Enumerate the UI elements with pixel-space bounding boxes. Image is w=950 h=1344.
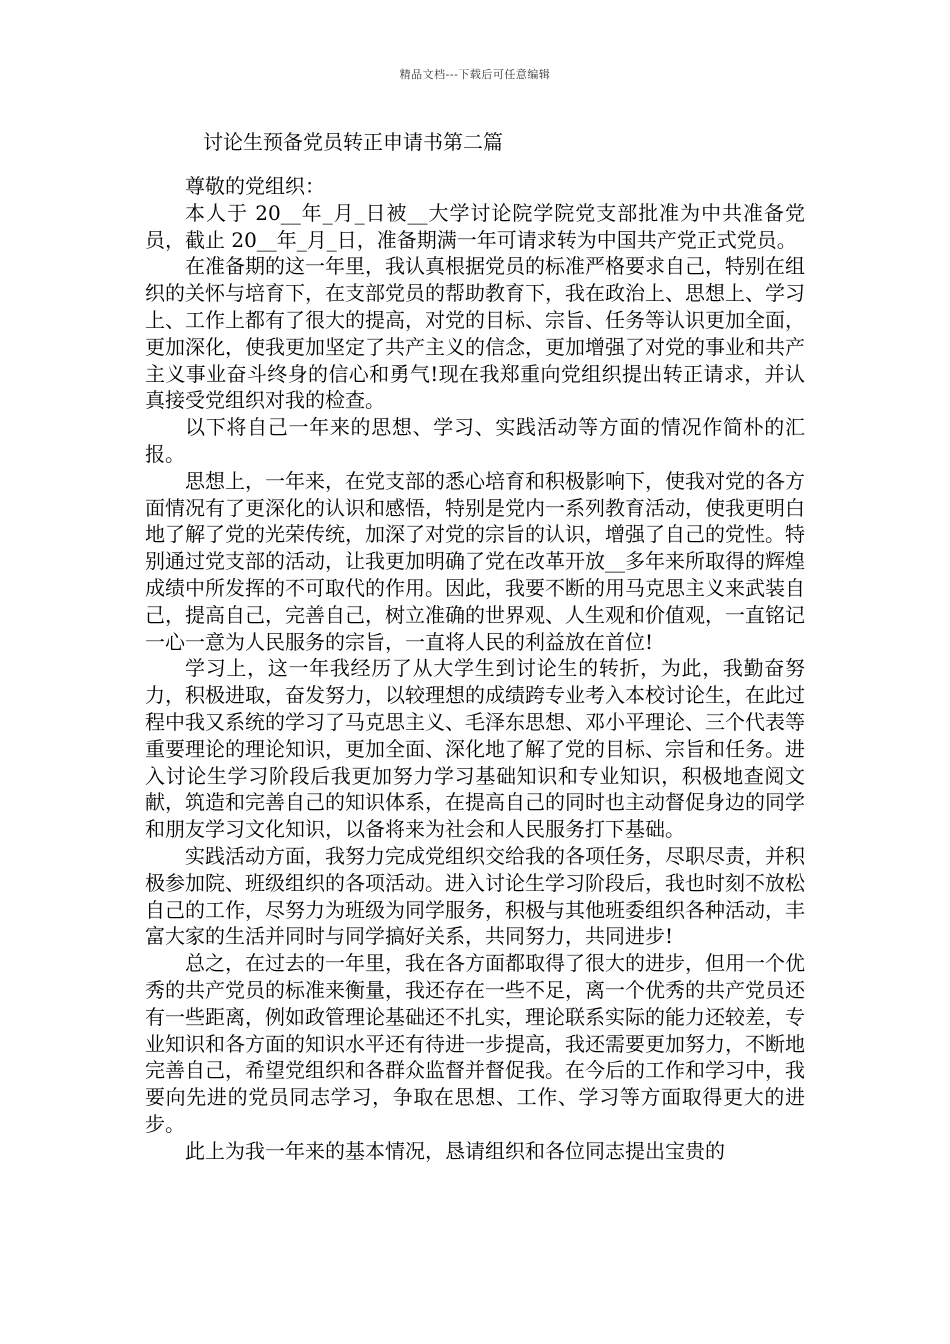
- document-body: [145, 173, 805, 1164]
- page-header-note: 精品文档---下载后可任意编辑: [399, 68, 551, 81]
- salutation: 尊敬的党组织：: [185, 174, 325, 198]
- paragraph-practice: 实践活动方面，我努力完成党组织交给我的各项任务，尽职尽责，并积极参加院、班级组织的各项活动。进入讨论生学习阶段后，我也时刻不放松自己的工作，尽努力为班级为同学服务，积极与其他班委组织各种活动，丰富大家的生活并同时与同学搞好关系，共同努力，共同进步!: [145, 843, 805, 949]
- paragraph-probation-year: 在准备期的这一年里，我认真根据党员的标准严格要求自己，特别在组织的关怀与培育下，在支部党员的帮助教育下，我在政治上、思想上、学习上、工作上都有了很大的提高，对党的目标、宗旨、任务等认识更加全面，更加深化，使我更加坚定了共产主义的信念，更加增强了对党的事业和共产主义事业奋斗终身的信心和勇气!现在我郑重向党组织提出转正请求，并认真接受党组织对我的检查。: [145, 254, 805, 413]
- paragraph-approval: 本人于 20__年_月_日被__大学讨论院学院党支部批准为中共准备党员，截止 20__年_月_日，准备期满一年可请求转为中国共产党正式党员。: [145, 200, 805, 252]
- document-title: 讨论生预备党员转正申请书第二篇: [203, 130, 503, 154]
- paragraph-closing: 此上为我一年来的基本情况，恳请组织和各位同志提出宝贵的: [185, 1138, 725, 1163]
- paragraph-report-intro: 以下将自己一年来的思想、学习、实践活动等方面的情况作简朴的汇报。: [145, 415, 805, 466]
- paragraph-study: 学习上，这一年我经历了从大学生到讨论生的转折，为此，我勤奋努力，积极进取，奋发努力，以较理想的成绩跨专业考入本校讨论生，在此过程中我又系统的学习了马克思主义、毛泽东思想、邓小平理论、三个代表等重要理论的理论知识，更加全面、深化地了解了党的目标、宗旨和任务。进入讨论生学习阶段后我更加努力学习基础知识和专业知识，积极地查阅文献，筑造和完善自己的知识体系，在提高自己的同时也主动督促身边的同学和朋友学习文化知识，以备将来为社会和人民服务打下基础。: [145, 656, 805, 842]
- paragraph-summary: 总之，在过去的一年里，我在各方面都取得了很大的进步，但用一个优秀的共产党员的标准来衡量，我还存在一些不足，离一个优秀的共产党员还有一些距离，例如政管理论基础还不扎实，理论联系实际的能力还较差，专业知识和各方面的知识水平还有待进一步提高，我还需要更加努力，不断地完善自己，希望党组织和各群众监督并督促我。在今后的工作和学习中，我要向先进的党员同志学习，争取在思想、工作、学习等方面取得更大的进步。: [145, 951, 805, 1136]
- paragraph-ideology: 思想上，一年来，在党支部的悉心培育和积极影响下，使我对党的各方面情况有了更深化的认识和感悟，特别是党内一系列教育活动，使我更明白地了解了党的光荣传统，加深了对党的宗旨的认识，增强了自己的党性。特别通过党支部的活动，让我更加明确了党在改革开放__多年来所取得的辉煌成绩中所发挥的不可取代的作用。因此，我要不断的用马克思主义来武装自己，提高自己，完善自己，树立准确的世界观、人生观和价值观，一直铭记一心一意为人民服务的宗旨，一直将人民的利益放在首位!: [145, 468, 805, 654]
